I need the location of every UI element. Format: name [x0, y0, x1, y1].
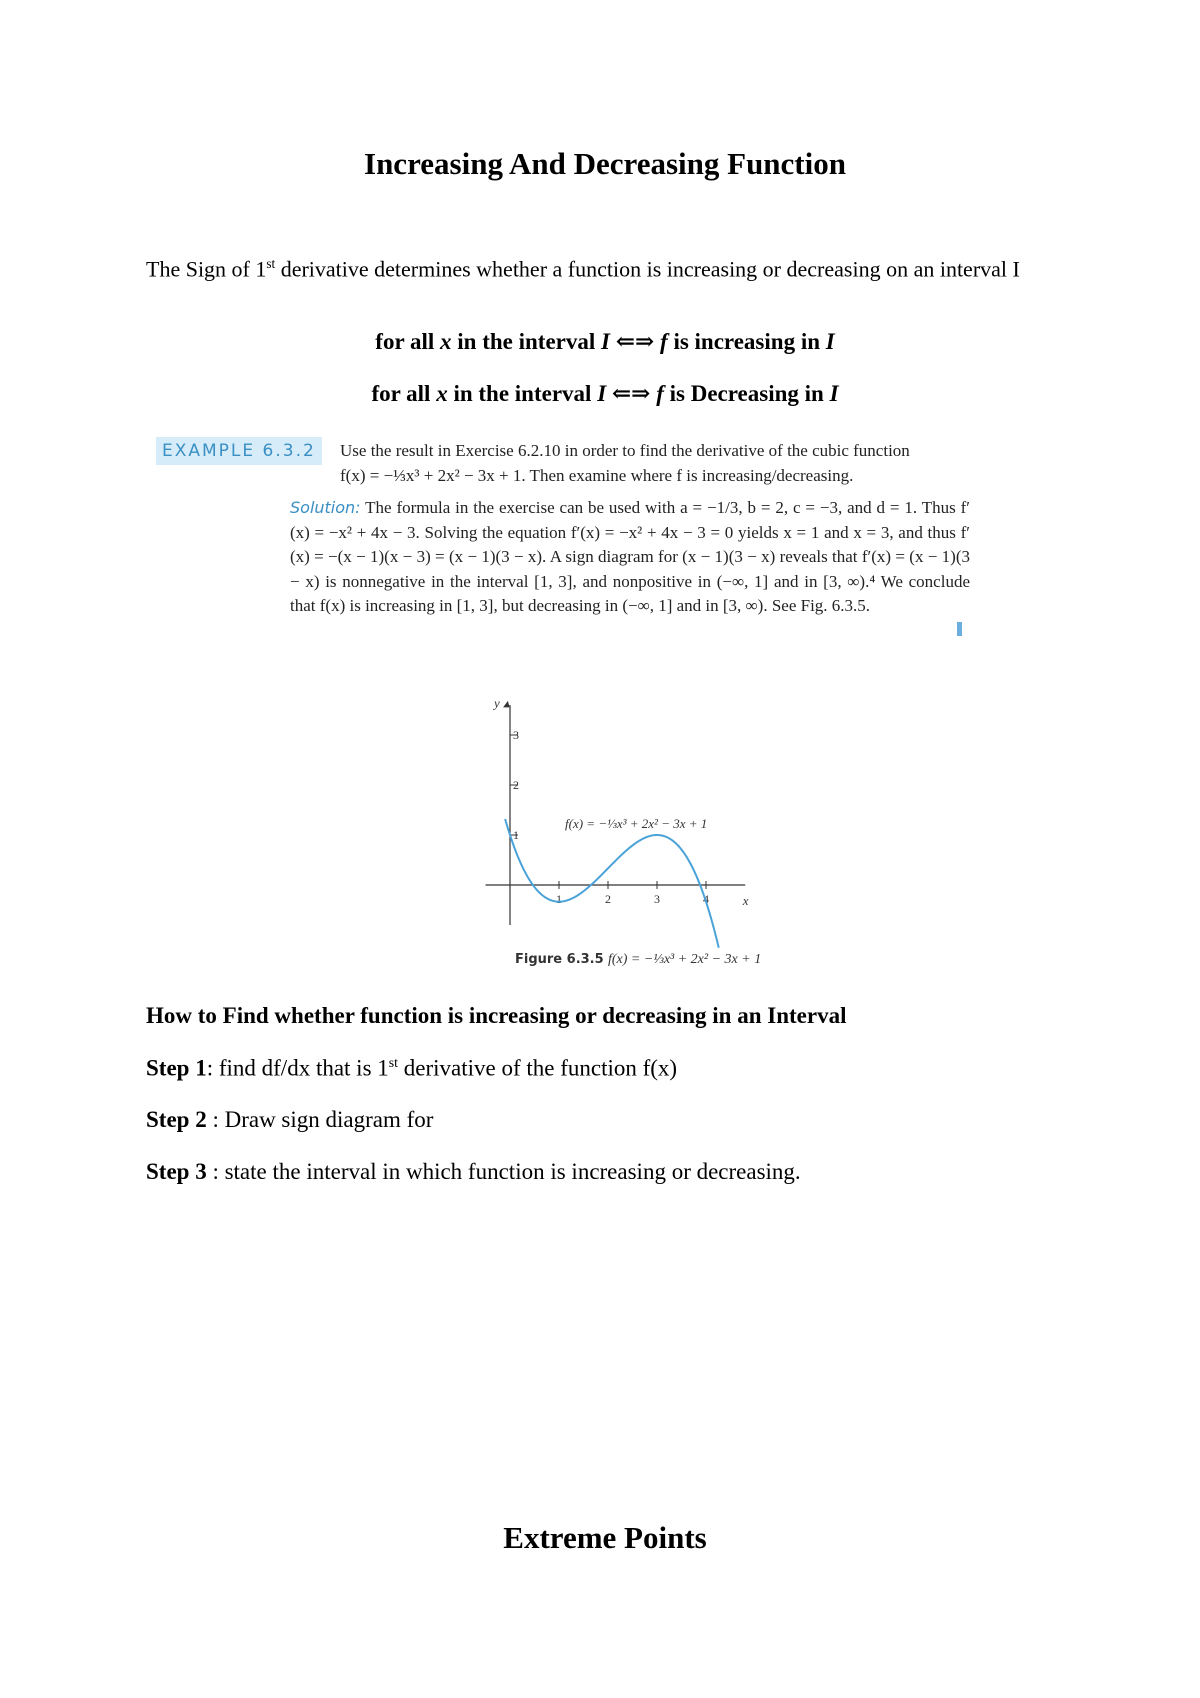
- step-superscript: st: [388, 1055, 398, 1070]
- rule-text: is increasing in: [667, 329, 826, 354]
- rule-text: is Decreasing in: [663, 381, 830, 406]
- rule-var: x: [436, 381, 448, 406]
- axes: [486, 696, 749, 926]
- example-solution: [290, 496, 970, 619]
- x-tick-label-1: 1: [556, 892, 562, 906]
- rule-increasing: [0, 328, 1200, 355]
- x-tick-label-3: 3: [654, 892, 660, 906]
- intro-text-2: derivative determines whether a function is increasing or decreasing on an interval I: [275, 256, 1020, 282]
- y-axis-label: y ▴: [494, 695, 510, 711]
- step-text: : find df/dx that is 1: [206, 1055, 389, 1081]
- example-badge: EXAMPLE 6.3.2: [156, 437, 322, 465]
- y-tick-label-1: 1: [513, 828, 519, 842]
- x-axis-label: x: [742, 893, 749, 908]
- figure-caption-label: Figure 6.3.5: [515, 952, 604, 967]
- step-text: : state the interval in which function is increasing or decreasing.: [206, 1159, 801, 1184]
- intro-superscript: st: [266, 256, 276, 271]
- rule-text: in the interval: [447, 381, 598, 406]
- step-3: [146, 1159, 801, 1185]
- cubic-function-figure: [470, 680, 800, 970]
- step-text: : Draw sign diagram for: [206, 1107, 434, 1132]
- step-text: derivative of the function f(x): [397, 1055, 678, 1081]
- step-1: [146, 1055, 677, 1082]
- iff-arrow: ⇐⇒: [609, 329, 661, 354]
- x-tick-label-4: 4: [703, 892, 709, 906]
- end-of-proof-mark: [957, 622, 962, 636]
- y-tick-label-2: 2: [513, 778, 519, 792]
- rule-text: for all: [375, 329, 441, 354]
- step-2: [146, 1107, 433, 1133]
- section-heading-extreme-points: Extreme Points: [503, 1520, 707, 1555]
- example-line-2: f(x) = −⅓x³ + 2x² − 3x + 1. Then examine where f is increasing/decreasing.: [340, 466, 854, 485]
- rule-var: f: [656, 381, 664, 406]
- figure-caption-formula: f(x) = −⅓x³ + 2x² − 3x + 1: [608, 952, 762, 967]
- rule-text: for all: [371, 381, 437, 406]
- rule-var: I: [601, 329, 610, 354]
- x-tick-label-2: 2: [605, 892, 611, 906]
- curve-label: f(x) = −⅓x³ + 2x² − 3x + 1: [565, 816, 708, 831]
- intro-paragraph: [146, 248, 1046, 284]
- page-title: Increasing And Decreasing Function: [364, 146, 846, 181]
- iff-arrow: ⇐⇒: [606, 381, 657, 406]
- solution-text: The formula in the exercise can be used with a = −1/3, b = 2, c = −3, and d = 1. Thus f′(x) = −x² + 4x − 3. Solving the equation f′(x) = −x² + 4x − 3 = 0 yields x = 1 and x = 3, and thus f′(x) = −(x − 1)(x − 3) = (x − 1)(3 − x). A sign diagram for (x − 1)(3 − x) reveals that f′(x) = (x − 1)(3 − x) is nonnegative in the interval [1, 3], and nonpositive in (−∞, 1] and in [3, ∞).⁴ We conclude that f(x) is increasing in [1, 3], but decreasing in (−∞, 1] and in [3, ∞). See Fig. 6.3.5.: [290, 498, 970, 615]
- example-line-1: Use the result in Exercise 6.2.10 in order to find the derivative of the cubic function: [340, 441, 910, 460]
- rule-var: f: [660, 329, 668, 354]
- rule-var: I: [825, 329, 835, 354]
- how-to-heading: How to Find whether function is increasing or decreasing in an Interval: [146, 1003, 847, 1028]
- rule-var: I: [829, 381, 839, 406]
- step-label: Step 3: [146, 1159, 207, 1184]
- curve-f-of-x: [505, 819, 719, 948]
- rule-text: in the interval: [451, 329, 602, 354]
- example-statement: [340, 438, 970, 488]
- step-label: Step 2: [146, 1107, 207, 1132]
- rule-var: I: [597, 381, 607, 406]
- solution-label: Solution:: [290, 498, 361, 517]
- rule-var: x: [440, 329, 452, 354]
- rule-decreasing: [0, 380, 1200, 407]
- y-tick-label-3: 3: [513, 728, 519, 742]
- intro-text-1: The Sign of 1: [146, 256, 267, 282]
- step-label: Step 1: [146, 1055, 207, 1081]
